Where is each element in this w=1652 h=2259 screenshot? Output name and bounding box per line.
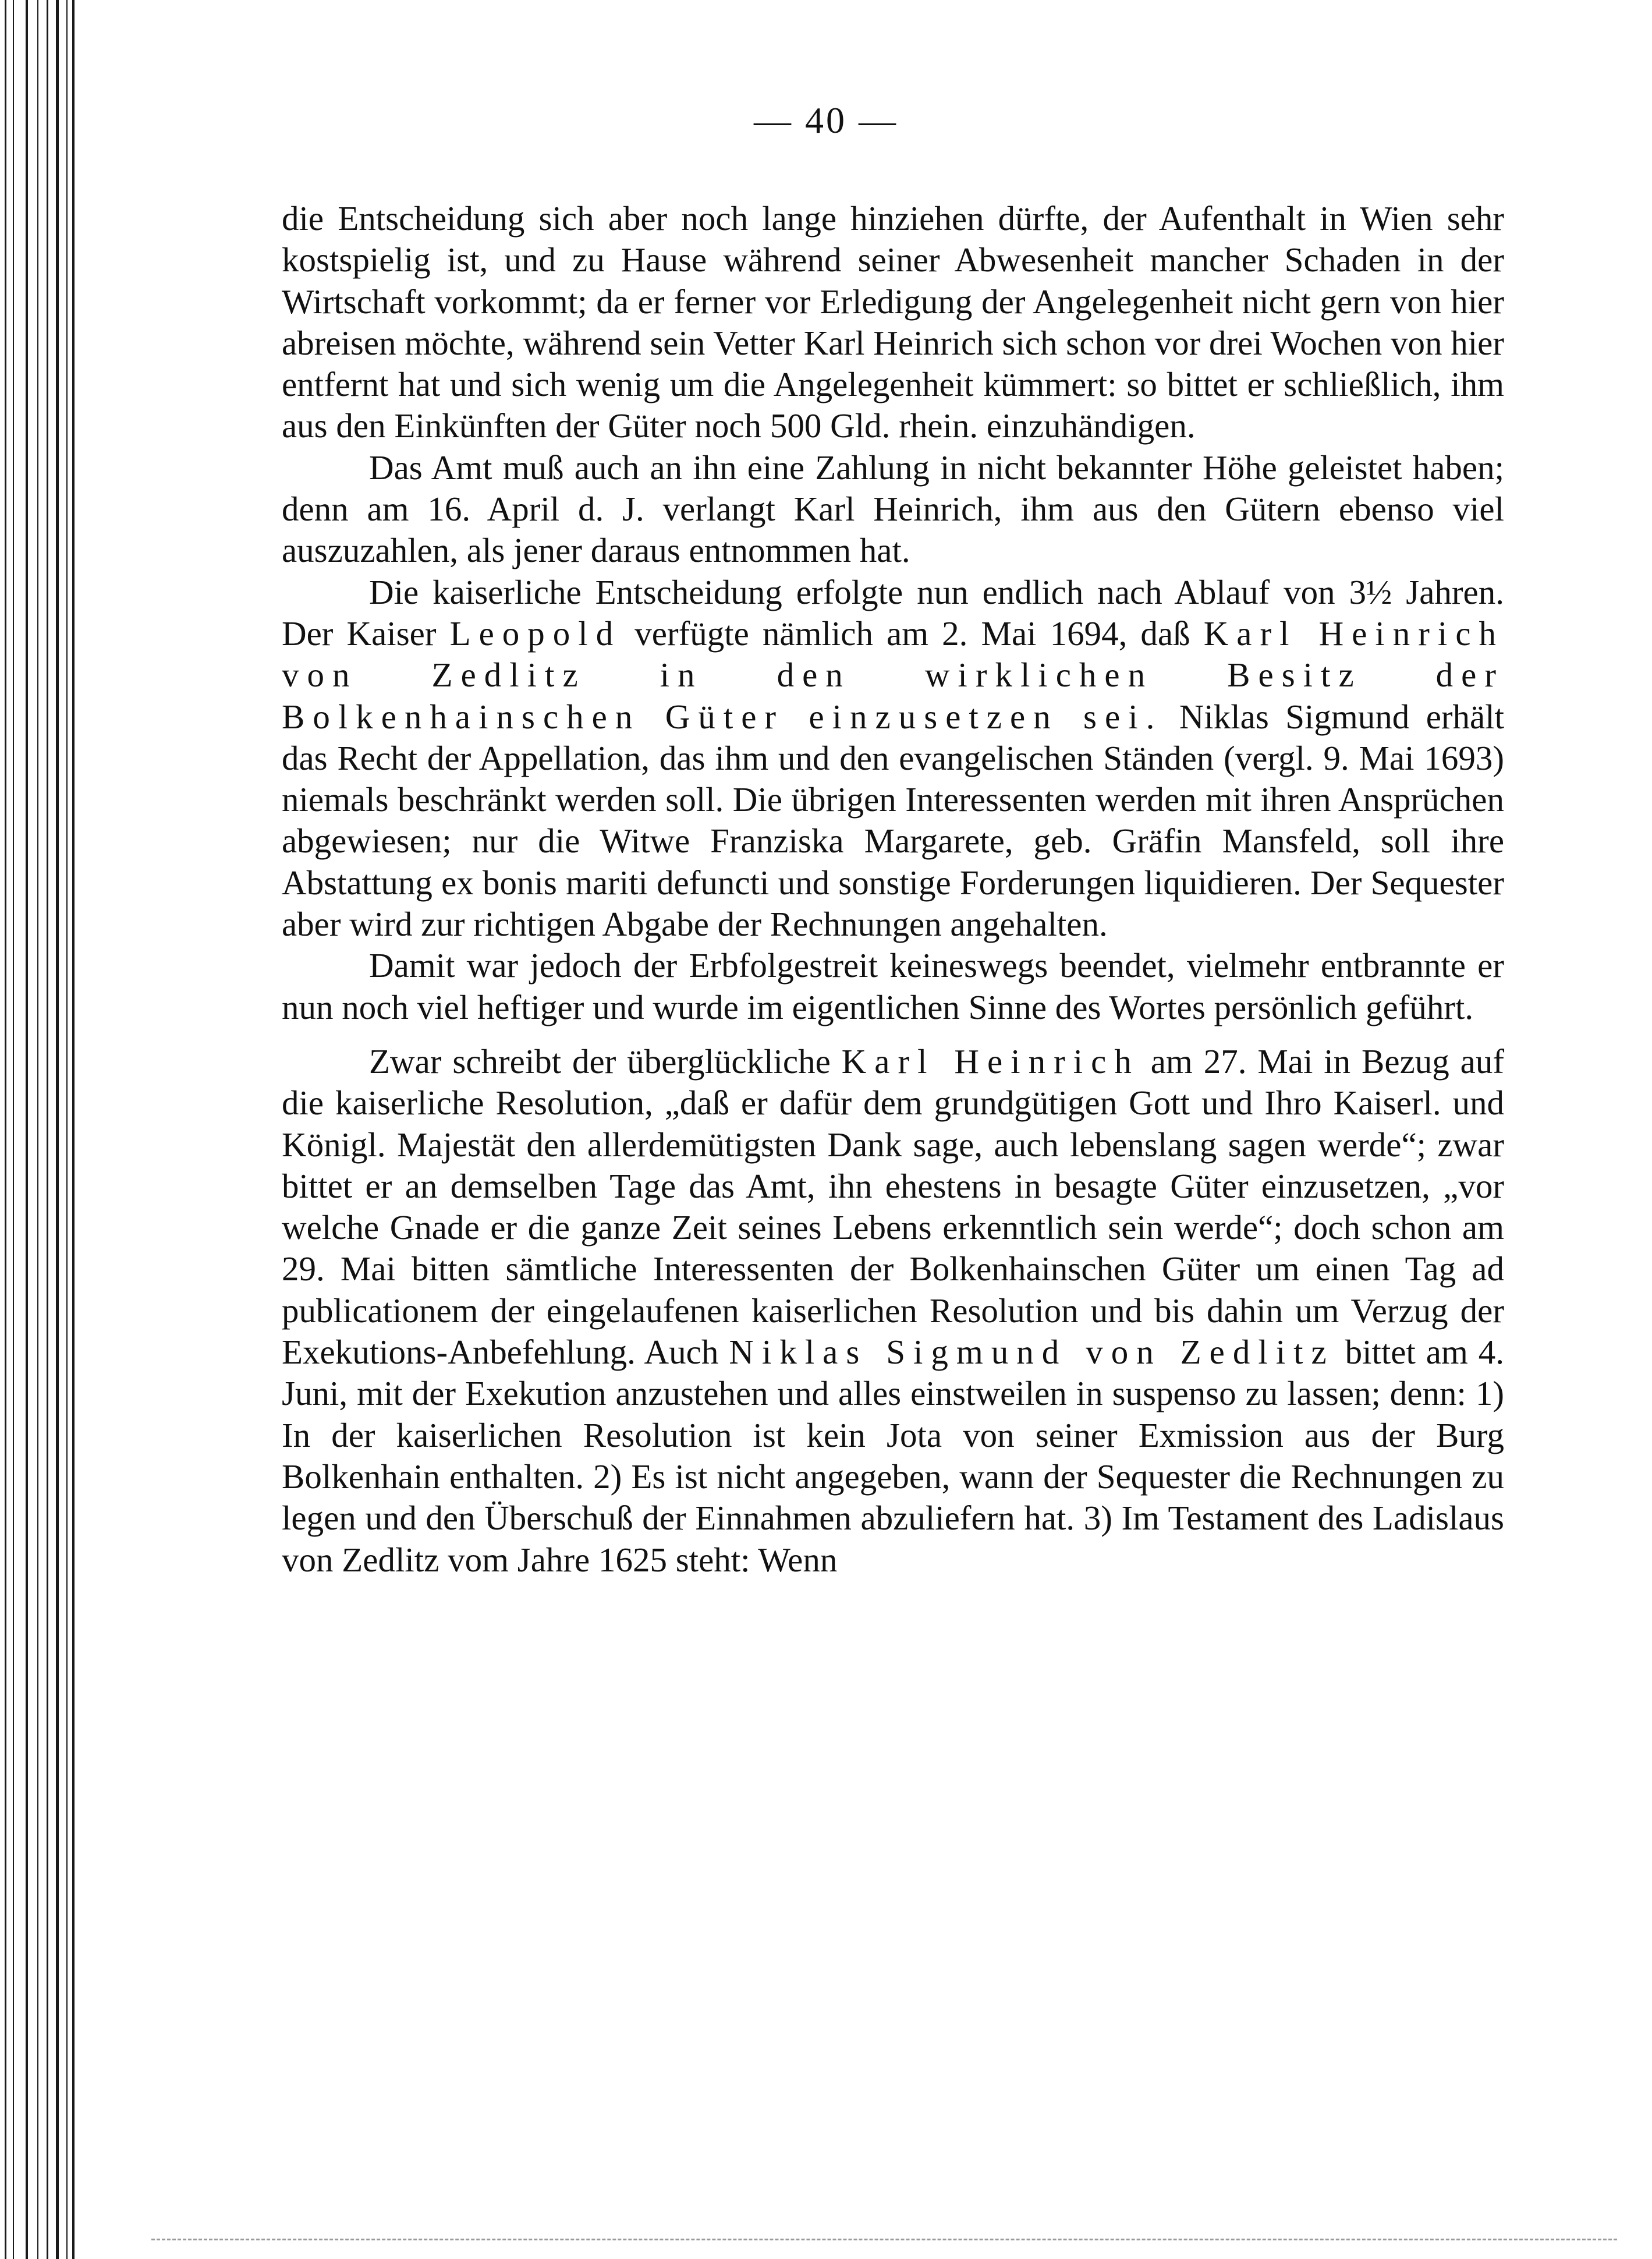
paragraph-text: Damit war jedoch der Erbfolgestreit keineswegs beendet, vielmehr entbrannte er nun noch viel heftiger und wurde im eigentlichen Sinne des Wortes persönlich geführt. bbox=[282, 946, 1504, 1026]
paragraph-text: die Entscheidung sich aber noch lange hinziehen dürfte, der Aufenthalt in Wien sehr kostspielig ist, und zu Hause während seiner Abwesenheit mancher Schaden in der Wirtschaft vorkommt; da er ferner vor Erledigung der Angelegenheit nicht gern von hier abreisen möchte, während sein Vetter Karl Heinrich sich schon vor drei Wochen von hier entfernt hat und sich wenig um die Angelegenheit kümmert: so bittet er schließlich, ihm aus den Einkünften der Güter noch 500 Gld. rhein. einzuhändigen. bbox=[282, 199, 1505, 445]
paragraph-text: am 27. Mai in Bezug auf die kaiserliche Resolution, „daß er dafür dem grundgütigen Gott und Ihro Kaiserl. und Königl. Majestät den allerdemütigsten Dank sage, auch lebenslang sagen werde“; zwar bittet er an demselben Tage das Amt, ihn ehestens in besagte Güter einzusetzen, „vor welche Gnade er die ganze Zeit seines Lebens erkenntlich sein werde“; doch schon am 29. Mai bitten sämtliche Interessenten der Bolkenhainschen Güter um einen Tag ad publicationem der eingelaufenen kaiserlichen Resolution und bis dahin um Verzug der Exekutions-Anbefehlung. Auch bbox=[282, 1042, 1505, 1372]
paragraph bbox=[282, 1041, 1504, 1581]
paragraph bbox=[282, 198, 1504, 447]
spaced-name-text: Niklas Sigmund von Zedlitz bbox=[729, 1333, 1335, 1372]
paragraph bbox=[282, 447, 1504, 572]
paragraph-text: Die kaiserliche Entscheidung erfolgte nun endlich nach Ablauf von 3½ Jahren. Der Kaiser bbox=[282, 572, 1504, 653]
body-text bbox=[282, 198, 1504, 1581]
paragraph bbox=[282, 945, 1504, 1028]
paragraph-text: Niklas Sigmund erhält das Recht der Appellation, das ihm und den evangelischen Ständen (vergl. 9. Mai 1693) niemals beschränkt werden soll. Die übrigen Interessenten werden mit ihren Ansprüchen abgewiesen; nur die Witwe Franziska Margarete, geb. Gräfin Mansfeld, soll ihre Abstattung ex bonis mariti defuncti und sonstige Forderungen liquidieren. Der Sequester aber wird zur richtigen Abgabe der Rechnungen angehalten. bbox=[282, 697, 1504, 944]
paragraph-text: verfügte nämlich am 2. Mai 1694, daß bbox=[621, 614, 1204, 653]
paragraph-text: Das Amt muß auch an ihn eine Zahlung in nicht bekannter Höhe geleistet haben; denn am 16. April d. J. verlangt Karl Heinrich, ihm aus den Gütern ebenso viel auszuzahlen, als jener daraus entnommen hat. bbox=[282, 448, 1504, 570]
spaced-name-text: Karl Heinrich bbox=[841, 1042, 1140, 1081]
paragraph-text: Zwar schreibt der überglückliche bbox=[369, 1042, 842, 1081]
page-number: — 40 — bbox=[754, 100, 898, 141]
bottom-edge-rule bbox=[151, 2239, 1617, 2240]
spaced-name-text: Leopold bbox=[449, 614, 622, 653]
spaced-name-text: Karl Heinrich von Zedlitz in den wirklichen Besitz der Bolkenhainschen Güter einzusetzen sei. bbox=[282, 614, 1505, 736]
binding-edge bbox=[0, 0, 87, 2259]
paragraph-text: bittet am 4. Juni, mit der Exekution anzustehen und alles einstweilen in suspenso zu lassen; denn: 1) In der kaiserlichen Resolution ist kein Jota von seiner Exmission aus der Burg Bolkenhain enthalten. 2) Es ist nicht angegeben, wann der Sequester die Rechnungen zu legen und den Überschuß der Einnahmen abzuliefern hat. 3) Im Testament des Ladislaus von Zedlitz vom Jahre 1625 steht: Wenn bbox=[282, 1333, 1505, 1579]
paragraph bbox=[282, 572, 1504, 946]
